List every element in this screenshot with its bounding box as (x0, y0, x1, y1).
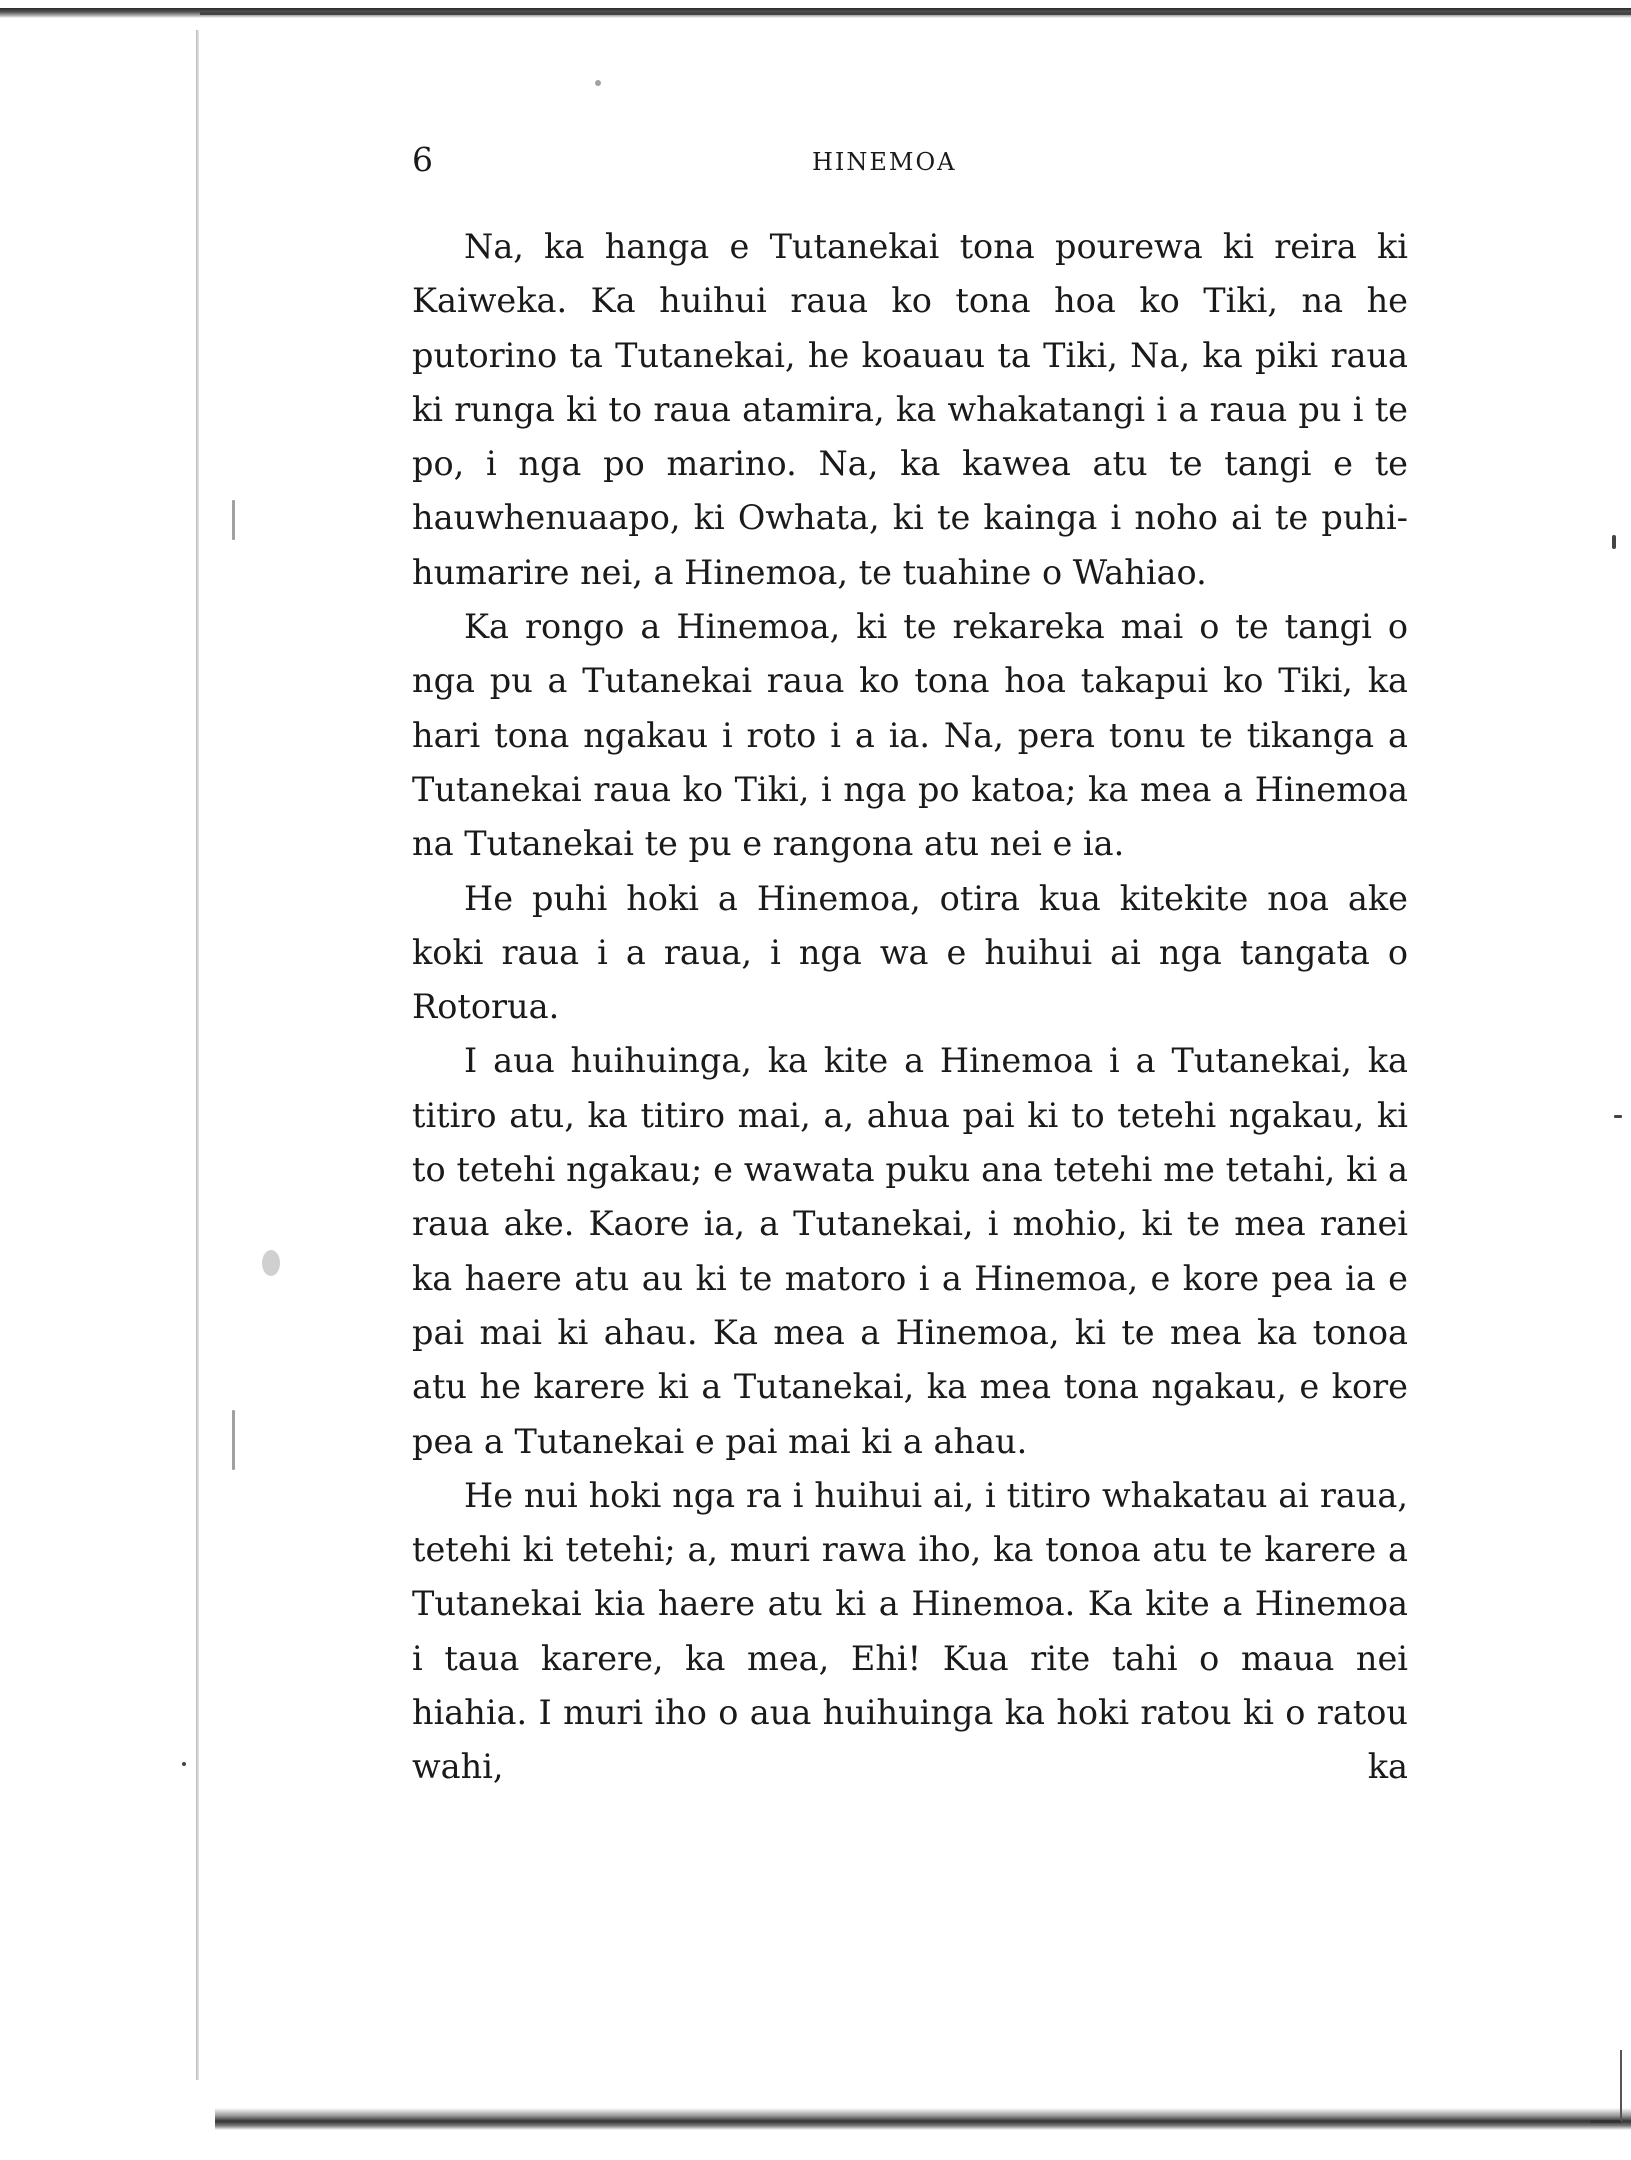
scan-speck (232, 500, 235, 540)
paragraph: He puhi hoki a Hinemoa, otira kua kitekite noa ake koki raua i a raua, i nga wa e huihui ai nga tangata o Rotorua. (412, 878, 1408, 1027)
scan-speck (595, 80, 601, 86)
paragraph: Ka rongo a Hinemoa, ki te rekareka mai o te tangi o nga pu a Tutanekai raua ko tona hoa takapui ko Tiki, ka hari tona ngakau i roto i a ia. Na, pera tonu te tikanga a Tutanekai raua ko Tiki, i nga po katoa; ka mea a Hinemoa na Tutanekai te pu e rangona atu nei e ia. (412, 607, 1408, 864)
scan-speck (232, 1410, 235, 1470)
scan-edge-left (196, 30, 199, 2080)
body-text (412, 220, 1408, 1795)
running-title: HINEMOA (812, 148, 957, 176)
page-header (412, 140, 1412, 180)
scan-speck (1612, 535, 1616, 549)
paragraph: Na, ka hanga e Tutanekai tona pourewa ki reira ki Kaiweka. Ka huihui raua ko tona hoa ko Tiki, na he putorino ta Tutanekai, he koauau ta Tiki, Na, ka piki raua ki runga ki to raua atamira, ka whakatangi i a raua pu i te po, i nga po marino. Na, ka kawea atu te tangi e te hauwhenuaapo, ki Owhata, ki te kainga i noho ai te puhi-humarire nei, a Hinemoa, te tuahine o Wahiao. (412, 227, 1408, 592)
scan-edge-top-line (200, 12, 1631, 15)
paragraph: I aua huihuinga, ka kite a Hinemoa i a Tutanekai, ka titiro atu, ka titiro mai, a, ahua pai ki to tetehi ngakau, ki to tetehi ngakau; e wawata puku ana tetehi me tetahi, ki a raua ake. Kaore ia, a Tutanekai, i mohio, ki te mea ranei ka haere atu au ki te matoro i a Hinemoa, e kore pea ia e pai mai ki ahau. Ka mea a Hinemoa, ki te mea ka tonoa atu he karere ki a Tutanekai, ka mea tona ngakau, e kore pea a Tutanekai e pai mai ki a ahau. (412, 1041, 1408, 1461)
scan-edge-bottom (215, 2108, 1631, 2130)
scan-speck (1614, 1115, 1622, 1118)
scan-speck (262, 1250, 280, 1276)
page-number: 6 (412, 140, 433, 179)
scan-speck (182, 1762, 186, 1766)
paragraph: He nui hoki nga ra i huihui ai, i titiro whakatau ai raua, tetehi ki tetehi; a, muri rawa iho, ka tonoa atu te karere a Tutanekai kia haere atu ki a Hinemoa. Ka kite a Hinemoa i taua karere, ka mea, Ehi! Kua rite tahi o maua nei hiahia. I muri iho o aua huihuinga ka hoki ratou ki o ratou wahi, ka (412, 1475, 1408, 1787)
scan-corner (1590, 2050, 1622, 2123)
